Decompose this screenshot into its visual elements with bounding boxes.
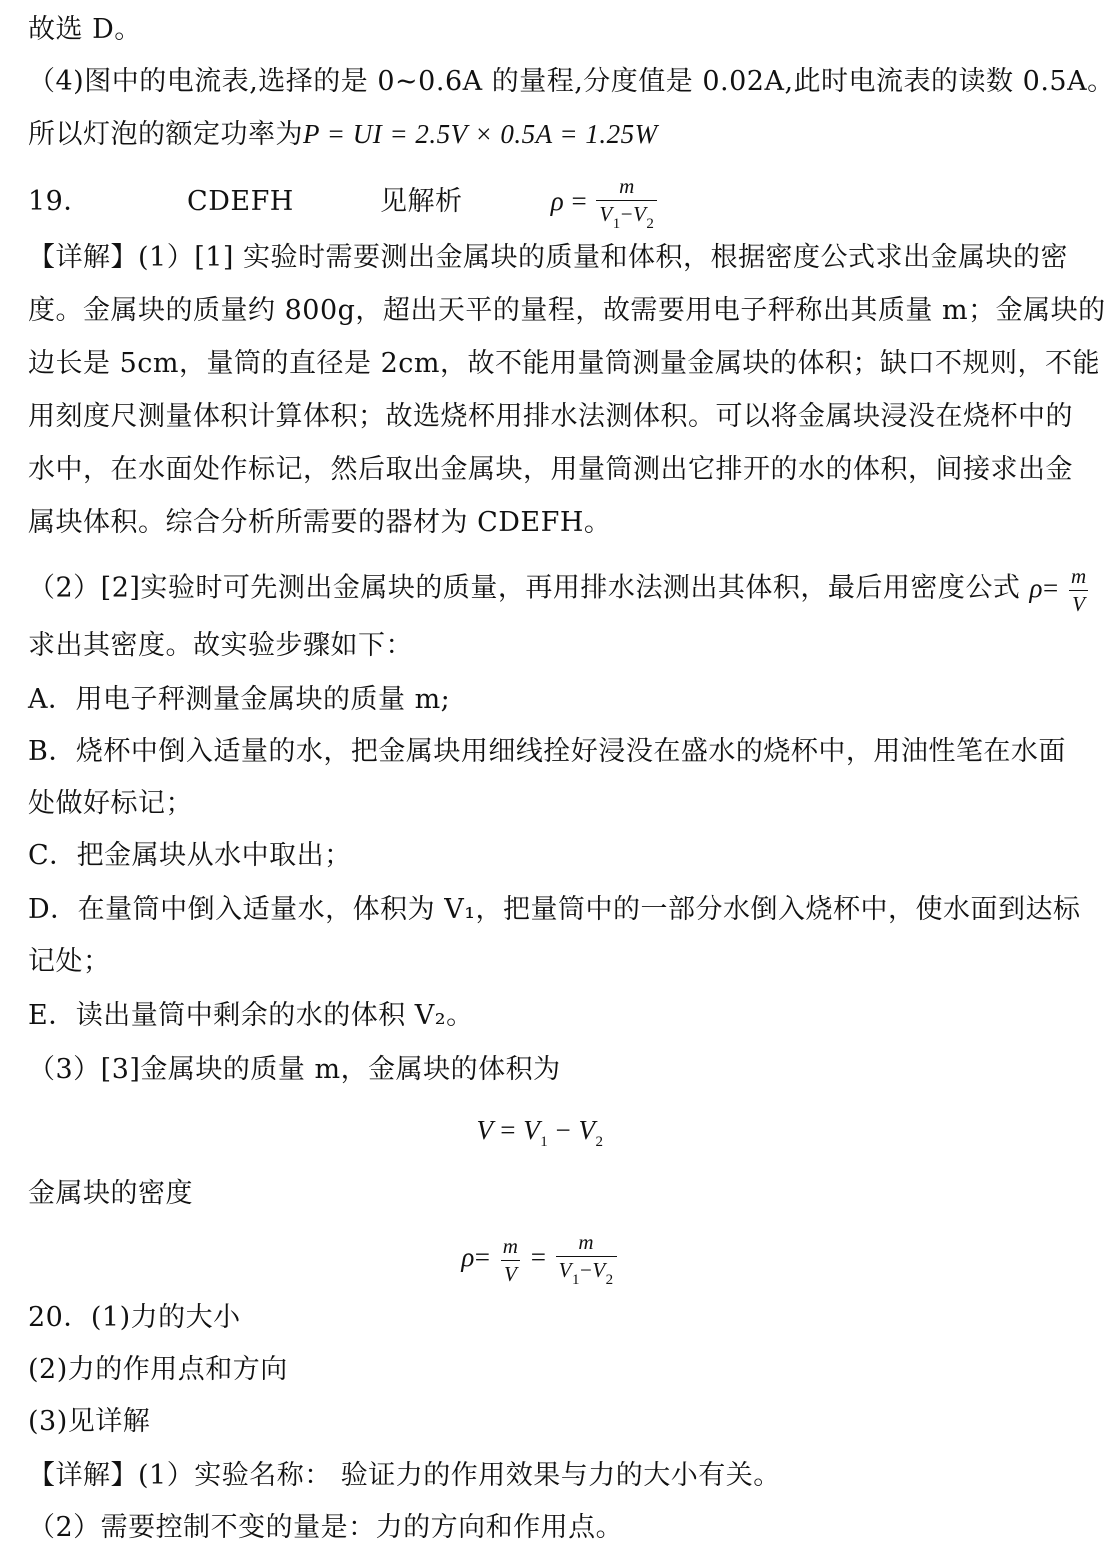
answer-see-analysis: 见解析 (380, 186, 463, 218)
answer-equipment: CDEFH (187, 186, 294, 218)
text-line: 记处； (28, 946, 111, 977)
text-line (28, 116, 1060, 153)
answer-19-line (28, 176, 1060, 232)
text-line: 求出其密度。故实验步骤如下： (28, 630, 413, 661)
density-formula-block: ρ= $\frac{m}{V}$ = $\frac{m}{V_1-V_2}$ (0, 1232, 1080, 1288)
text-line: 水中，在水面处作标记，然后取出金属块，用量筒测出它排开的水的体积，间接求出金 (28, 454, 1073, 485)
text-line: 度。金属块的质量约 800g，超出天平的量程，故需要用电子秤称出其质量 m；金属块的 (28, 295, 1106, 326)
text-line: 处做好标记； (28, 788, 193, 819)
answer-20-line: 20．(1)力的大小 (28, 1302, 241, 1333)
text-line: 【详解】(1）[1] 实验时需要测出金属块的质量和体积，根据密度公式求出金属块的密 (28, 242, 1069, 273)
text-line: (2)力的作用点和方向 (28, 1354, 288, 1385)
text-line: 【详解】(1）实验名称： 验证力的作用效果与力的大小有关。 (28, 1460, 781, 1491)
step-e: E．读出量筒中剩余的水的体积 V₂。 (28, 1000, 474, 1031)
text-line: 用刻度尺测量体积计算体积；故选烧杯用排水法测体积。可以将金属块浸没在烧杯中的 (28, 401, 1073, 432)
text-line: 故选 D。 (28, 14, 142, 45)
step-c: C．把金属块从水中取出； (28, 840, 352, 871)
text-line: （3）[3]金属块的质量 m，金属块的体积为 (28, 1054, 561, 1085)
step-a: A．用电子秤测量金属块的质量 m; (28, 684, 451, 715)
text-line: (3)见详解 (28, 1406, 151, 1437)
density-formula-inline: ρ= $\frac{m}{V}$ (1029, 564, 1087, 616)
density-formula-inline: ρ = $\frac{m}{V_1-V_2}$ (551, 186, 660, 216)
step-b: B．烧杯中倒入适量的水，把金属块用细线拴好浸没在盛水的烧杯中，用油性笔在水面 (28, 736, 1066, 767)
power-formula: P = UI = 2.5V × 0.5A = 1.25W (303, 119, 658, 149)
text-line: 属块体积。综合分析所需要的器材为 CDEFH。 (28, 507, 612, 538)
text-line: 边长是 5cm，量筒的直径是 2cm，故不能用量筒测量金属块的体积；缺口不规则，不能 (28, 348, 1100, 379)
text-segment: （2）[2]实验时可先测出金属块的质量，再用排水法测出其体积，最后用密度公式 (28, 572, 1021, 604)
volume-formula: $V = V_1 - V_2$ (476, 1115, 604, 1150)
text-line: （2）需要控制不变的量是：力的方向和作用点。 (28, 1512, 624, 1543)
text-line: （4)图中的电流表,选择的是 0~0.6A 的量程,分度值是 0.02A,此时电流表的读数 0.5A。 (28, 66, 1115, 97)
text-line: 金属块的密度 (28, 1178, 193, 1209)
question-number: 19． (28, 186, 91, 218)
text-line (28, 564, 1087, 616)
step-d: D．在量筒中倒入适量水，体积为 V₁，把量筒中的一部分水倒入烧杯中，使水面到达标 (28, 894, 1081, 925)
text-segment: 所以灯泡的额定功率为 (28, 119, 303, 150)
